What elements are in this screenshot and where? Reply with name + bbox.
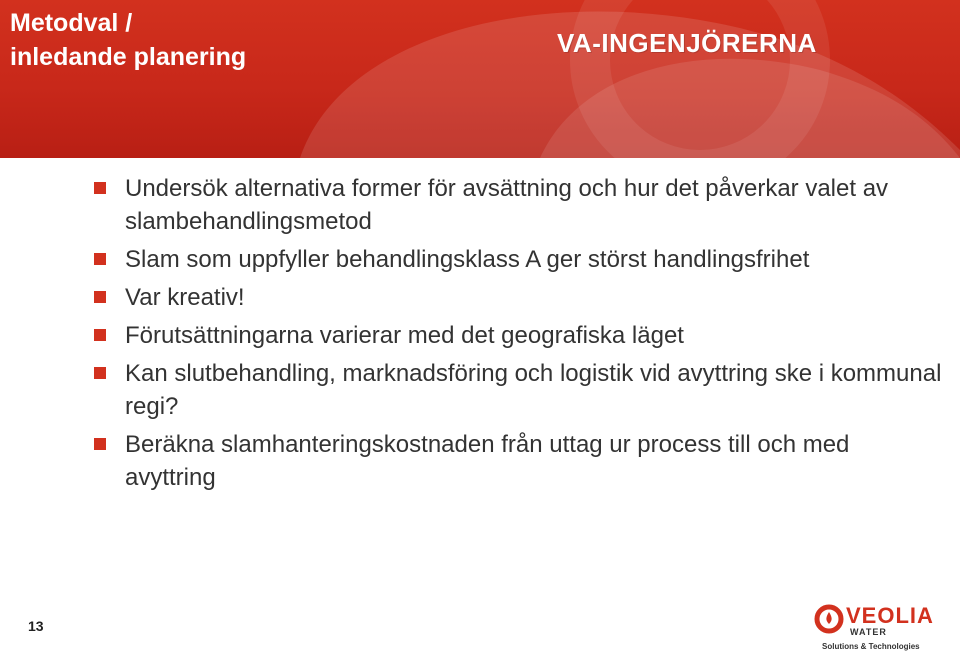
bullet-text: Slam som uppfyller behandlingsklass A ger störst handlingsfrihet bbox=[125, 246, 810, 273]
bullet-text: Undersök alternativa former för avsättning och hur det påverkar valet av slambehandlingsmetod bbox=[125, 175, 889, 235]
square-bullet-icon bbox=[94, 438, 106, 450]
veolia-drop-icon bbox=[814, 604, 844, 634]
bullet-item bbox=[94, 172, 944, 238]
bullet-item bbox=[94, 357, 944, 423]
bullet-item bbox=[94, 281, 944, 314]
bullet-item bbox=[94, 319, 944, 352]
va-ingenjorerna-logo: VA-INGENJÖRERNA bbox=[557, 28, 817, 58]
square-bullet-icon bbox=[94, 367, 106, 379]
slide-title-line1: Metodval / bbox=[10, 9, 133, 37]
bullet-list bbox=[94, 172, 944, 499]
square-bullet-icon bbox=[94, 253, 106, 265]
veolia-water-logo bbox=[814, 598, 944, 654]
bullet-item bbox=[94, 428, 944, 494]
square-bullet-icon bbox=[94, 329, 106, 341]
logo-tagline: Solutions & Technologies bbox=[822, 642, 920, 651]
logo-sub: WATER bbox=[850, 627, 887, 637]
square-bullet-icon bbox=[94, 182, 106, 194]
bullet-text: Beräkna slamhanteringskostnaden från uttag ur process till och med avyttring bbox=[125, 431, 850, 491]
header-banner bbox=[0, 0, 960, 158]
slide-title bbox=[10, 6, 246, 74]
bullet-text: Var kreativ! bbox=[125, 284, 245, 311]
bullet-text: Förutsättningarna varierar med det geografiska läget bbox=[125, 322, 684, 349]
square-bullet-icon bbox=[94, 291, 106, 303]
logo-name: VEOLIA bbox=[846, 603, 934, 628]
bullet-item bbox=[94, 243, 944, 276]
slide-title-line2: inledande planering bbox=[10, 43, 247, 71]
bullet-text: Kan slutbehandling, marknadsföring och logistik vid avyttring ske i kommunal regi? bbox=[125, 360, 942, 420]
page-number: 13 bbox=[28, 618, 44, 634]
